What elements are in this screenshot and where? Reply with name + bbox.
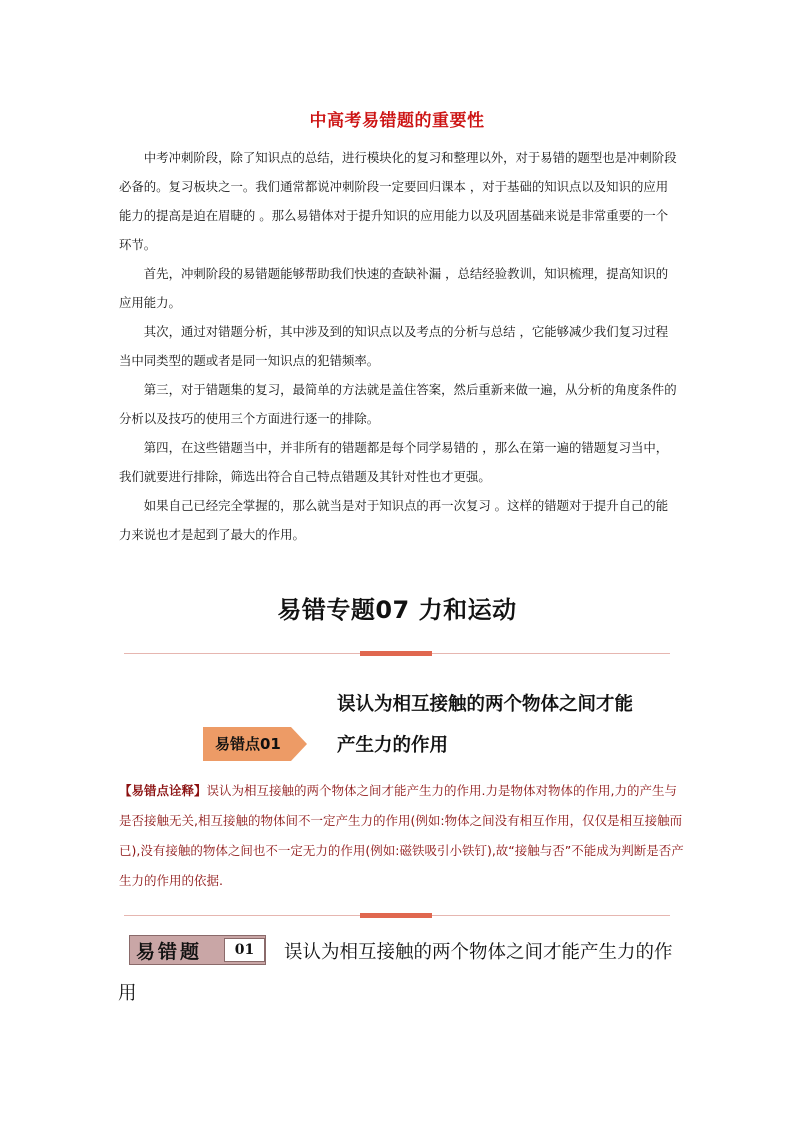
error-point-tag [203,727,307,761]
error-point-label: 易错点01 [203,727,291,761]
intro-paragraph: 其次，通过对错题分析，其中涉及到的知识点以及考点的分析与总结 ，它能够减少我们复习过程当中同类型的题或者是同一知识点的犯错频率。 [119,324,669,368]
intro-paragraph: 第三，对于错题集的复习，最简单的方法就是盖住答案，然后重新来做一遍，从分析的角度条件的分析以及技巧的使用三个方面进行逐一的排除。 [119,382,677,426]
error-point-explanation [119,776,685,896]
explanation-text: 误认为相互接触的两个物体之间才能产生力的作用.力是物体对物体的作用,力的产生与是否接触无关,相互接触的物体间不一定产生力的作用(例如:物体之间没有相互作用，仅仅是相互接触而已),没有接触的物体之间也不一定无力的作用(例如:磁铁吸引小铁钉),故“接触与否”不能成为判断是否产生力的作用的依据. [119,783,684,888]
question-heading: 误认为相互接触的两个物体之间才能产生力的作用 [118,942,673,1004]
question-badge-number: 01 [224,938,265,962]
divider-accent [360,651,432,656]
intro-paragraph: 第四，在这些错题当中，并非所有的错题都是每个同学易错的 ，那么在第一遍的错题复习当中，我们就要进行排除，筛选出符合自己特点错题及其针对性也才更强。 [119,440,669,484]
explanation-label: 【易错点诠释】 [119,783,207,798]
question-badge [129,935,266,965]
error-point-heading: 误认为相互接触的两个物体之间才能产生力的作用 [337,694,634,756]
intro-title: 中高考易错题的重要性 [309,111,485,131]
intro-paragraph: 中考冲刺阶段，除了知识点的总结，进行模块化的复习和整理以外，对于易错的题型也是冲刺阶段必备的。复习板块之一。我们通常都说冲刺阶段一定要回归课本 ，对于基础的知识点以及知识的应用能力的提高是迫在眉睫的 。那么易错体对于提升知识的应用能力以及巩固基础来说是非常重要的一个环节。 [119,150,677,252]
arrow-right-icon [291,727,307,761]
intro-body [119,143,679,549]
divider-accent [360,913,432,918]
intro-paragraph: 首先，冲刺阶段的易错题能够帮助我们快速的查缺补漏 ，总结经验教训，知识梳理，提高知识的应用能力。 [119,266,669,310]
question-badge-word: 易错题 [136,940,203,963]
topic-title: 易错专题07 力和运动 [277,596,517,624]
intro-paragraph: 如果自己已经完全掌握的，那么就当是对于知识点的再一次复习 。这样的错题对于提升自己的能力来说也才是起到了最大的作用。 [119,498,669,542]
